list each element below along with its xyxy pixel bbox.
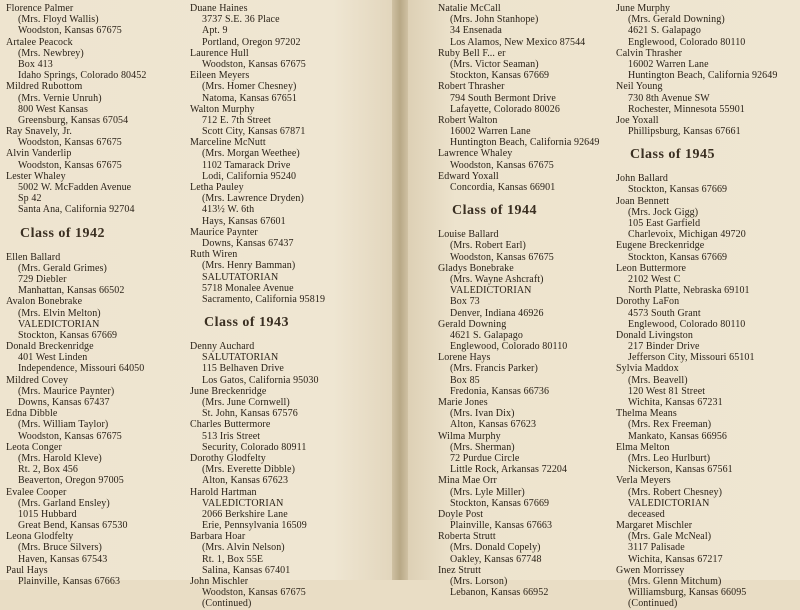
entry-detail-line: Oakley, Kansas 67748 [450, 553, 542, 565]
entry-detail-line: Stockton, Kansas 67669 [450, 497, 550, 509]
entry-name: Roberta Strutt [438, 531, 496, 543]
entry-detail-line: Englewood, Colorado 80110 [628, 36, 746, 48]
entry-name: Mina Mae Orr [438, 475, 497, 487]
entry-detail-line: Santa Ana, California 92704 [18, 204, 135, 216]
entry-name: Mildred Covey [6, 374, 69, 386]
entry-detail-line: 413½ W. 6th [202, 204, 255, 216]
entry-name: Lawrence Whaley [438, 148, 513, 160]
entry-name: Sylvia Maddox [616, 363, 679, 375]
entry-name: Ray Snavely, Jr. [6, 126, 72, 138]
entry-detail-line: Wichita, Kansas 67231 [628, 397, 723, 408]
entry-detail-line: (Mrs. Alvin Nelson) [202, 542, 285, 554]
entry-detail-line: (Mrs. William Taylor) [18, 419, 109, 431]
entry-detail-line: 5718 Monalee Avenue [202, 282, 294, 294]
entry-name: Margaret Mischler [616, 520, 693, 532]
entry-detail-line: Erie, Pennsylvania 16509 [202, 520, 307, 532]
entry-detail-line: 730 8th Avenue SW [628, 92, 710, 104]
entry-name: Calvin Thrasher [616, 47, 683, 59]
entry-detail-line: Mankato, Kansas 66956 [628, 430, 728, 442]
entry-detail-line: (Mrs. Henry Bamman) [202, 260, 296, 272]
entry-name: Maurice Paynter [190, 226, 258, 238]
entry-name: Florence Palmer [6, 3, 74, 14]
entry-detail-line: 513 Iris Street [202, 430, 261, 442]
entry-name: Robert Thrasher [438, 81, 505, 93]
class-heading: Class of 1945 [630, 147, 716, 163]
entry-name: Verla Meyers [616, 475, 671, 487]
entry-detail-line: 120 West 81 Street [628, 385, 706, 397]
entry-name: John Ballard [616, 173, 669, 185]
entry-detail-line: Los Gatos, California 95030 [202, 374, 319, 386]
entry-detail-line: Stockton, Kansas 67669 [628, 184, 728, 196]
entry-detail-line: Sacramento, California 95819 [202, 293, 326, 305]
entry-detail-line: Haven, Kansas 67543 [18, 553, 108, 565]
entry-detail-line: Scott City, Kansas 67871 [202, 126, 306, 138]
entry-detail-line: Rt. 1, Box 55E [202, 553, 264, 565]
class-heading: Class of 1944 [452, 203, 538, 219]
entry-name: Gladys Bonebrake [438, 262, 514, 274]
entry-name: Dorothy Glodfelty [190, 452, 266, 464]
entry-name: Duane Haines [190, 3, 248, 14]
entry-detail-line: Los Alamos, New Mexico 87544 [450, 36, 586, 48]
entry-detail-line: Woodston, Kansas 67675 [18, 430, 122, 442]
left-page-column-1 [6, 3, 186, 587]
entry-detail-line: Idaho Springs, Colorado 80452 [18, 70, 147, 82]
entry-detail-line: (Mrs. Garland Ensley) [18, 497, 110, 509]
entry-detail-line: 4621 S. Galapago [450, 329, 523, 341]
entry-detail-line: Downs, Kansas 67437 [202, 237, 294, 249]
entry-detail-line: (Mrs. Bruce Silvers) [18, 542, 102, 554]
entry-detail-line: Concordia, Kansas 66901 [450, 182, 556, 193]
entry-detail-line: Alton, Kansas 67623 [450, 419, 537, 431]
entry-detail-line: Lebanon, Kansas 66952 [450, 587, 549, 599]
entry-detail-line: Jefferson City, Missouri 65101 [628, 352, 755, 364]
entry-detail-line: 3117 Palisade [628, 542, 685, 554]
entry-detail-line: Greensburg, Kansas 67054 [18, 114, 129, 126]
entry-detail-line: Williamsburg, Kansas 66095 [628, 587, 747, 599]
entry-detail-line: Salina, Kansas 67401 [202, 564, 291, 576]
entry-detail-line: Downs, Kansas 67437 [18, 397, 110, 408]
entry-detail-line: SALUTATORIAN [202, 352, 279, 364]
class-heading: Class of 1943 [204, 315, 290, 331]
entry-name: Gwen Morrissey [616, 564, 685, 576]
entry-detail-line: (Mrs. Beavell) [628, 374, 688, 386]
entry-detail-line: deceased [628, 508, 665, 520]
entry-name: Edward Yoxall [438, 170, 499, 182]
entry-name: Marceline McNutt [190, 137, 266, 149]
entry-detail-line: Box 73 [450, 296, 480, 308]
entry-detail-line: (Mrs. Leo Hurlburt) [628, 452, 711, 464]
entry-detail-line: Fredonia, Kansas 66736 [450, 385, 550, 397]
entry-name: Edna Dibble [6, 408, 58, 420]
entry-detail-line: 16002 Warren Lane [450, 126, 531, 138]
entry-detail-line: 2102 West C [628, 273, 681, 285]
entry-detail-line: Manhattan, Kansas 66502 [18, 285, 125, 297]
entry-detail-line: Woodston, Kansas 67675 [202, 58, 306, 70]
entry-detail-line: (Mrs. Newbrey) [18, 47, 84, 59]
entry-detail-line: (Mrs. Everette Dibble) [202, 464, 296, 476]
entry-name: Joe Yoxall [616, 114, 659, 126]
entry-name: Paul Hays [6, 564, 48, 576]
entry-detail-line: Englewood, Colorado 80110 [628, 318, 746, 330]
entry-name: Evalee Cooper [6, 486, 67, 498]
entry-name: Doyle Post [438, 508, 484, 520]
entry-detail-line: (Mrs. Maurice Paynter) [18, 385, 115, 397]
entry-detail-line: Wichita, Kansas 67217 [628, 553, 723, 565]
entry-detail-line: VALEDICTORIAN [18, 318, 100, 330]
entry-detail-line: 72 Purdue Circle [450, 452, 520, 464]
entry-detail-line: (Mrs. Francis Parker) [450, 363, 538, 375]
entry-detail-line: Nickerson, Kansas 67561 [628, 464, 733, 476]
entry-name: Leon Buttermore [616, 262, 687, 274]
entry-detail-line: St. John, Kansas 67576 [202, 408, 298, 420]
entry-detail-line: (Mrs. Lorson) [450, 576, 508, 587]
entry-detail-line: Plainville, Kansas 67663 [18, 576, 121, 587]
entry-name: Leota Conger [6, 441, 62, 453]
entry-name: Ellen Ballard [6, 251, 61, 263]
entry-name: Elma Melton [616, 441, 670, 453]
entry-detail-line: Little Rock, Arkansas 72204 [450, 464, 568, 476]
entry-detail-line: (Mrs. Lawrence Dryden) [202, 193, 304, 205]
entry-name: Robert Walton [438, 114, 498, 126]
entry-detail-line: 1102 Tamarack Drive [202, 159, 291, 171]
entry-name: Harold Hartman [190, 486, 257, 498]
entry-detail-line: Woodston, Kansas 67675 [18, 159, 122, 171]
entry-detail-line: 5002 W. McFadden Avenue [18, 182, 132, 193]
entry-name: Leona Glodfelty [6, 531, 74, 543]
entry-detail-line: Woodston, Kansas 67675 [450, 251, 554, 263]
entry-name: John Mischler [190, 576, 249, 587]
entry-detail-line: Hays, Kansas 67601 [202, 215, 286, 227]
entry-detail-line: Sp 42 [18, 193, 42, 205]
entry-detail-line: Denver, Indiana 46926 [450, 307, 544, 319]
entry-name: Joan Bennett [616, 195, 670, 207]
entry-detail-line: (Mrs. Robert Earl) [450, 240, 526, 252]
entry-name: June Murphy [616, 3, 671, 14]
entry-name: Ruth Wiren [190, 249, 238, 261]
right-page [408, 0, 800, 610]
entry-detail-line: Phillipsburg, Kansas 67661 [628, 126, 741, 138]
entry-detail-line: 2066 Berkshire Lane [202, 508, 288, 520]
entry-name: Letha Pauley [190, 182, 244, 193]
entry-detail-line: Woodston, Kansas 67675 [18, 137, 122, 149]
entry-detail-line: 794 South Bermont Drive [450, 92, 556, 104]
entry-detail-line: (Mrs. Rex Freeman) [628, 419, 712, 431]
entry-detail-line: (Mrs. June Cornwell) [202, 397, 290, 408]
entry-detail-line: Security, Colorado 80911 [202, 441, 307, 453]
entry-name: Artalee Peacock [6, 36, 73, 48]
entry-detail-line: VALEDICTORIAN [202, 497, 284, 509]
entry-name: Mildred Rubottom [6, 81, 83, 93]
entry-detail-line: (Mrs. Gerald Downing) [628, 14, 725, 26]
entry-detail-line: SALUTATORIAN [202, 271, 279, 283]
entry-detail-line: Stockton, Kansas 67669 [628, 251, 728, 263]
book-gutter [392, 0, 408, 580]
entry-detail-line: (Mrs. Wayne Ashcraft) [450, 273, 544, 285]
entry-name: Avalon Bonebrake [6, 296, 83, 308]
entry-detail-line: (Mrs. Gerald Grimes) [18, 262, 107, 274]
entry-name: Gerald Downing [438, 318, 507, 330]
entry-detail-line: (Mrs. Vernie Unruh) [18, 92, 102, 104]
entry-detail-line: Box 413 [18, 58, 53, 70]
entry-detail-line: Great Bend, Kansas 67530 [18, 520, 128, 532]
entry-name: Walton Murphy [190, 103, 255, 115]
entry-name: Neil Young [616, 81, 663, 93]
entry-detail-line: 401 West Linden [18, 352, 88, 364]
entry-detail-line: VALEDICTORIAN [628, 497, 710, 509]
entry-detail-line: Charlevoix, Michigan 49720 [628, 229, 746, 241]
entry-detail-line: Independence, Missouri 64050 [18, 363, 145, 375]
entry-detail-line: 115 Belhaven Drive [202, 363, 284, 375]
entry-detail-line: North Platte, Nebraska 69101 [628, 285, 750, 297]
entry-detail-line: (Continued) [202, 598, 252, 610]
entry-detail-line: Box 85 [450, 374, 480, 386]
entry-detail-line: 4573 South Grant [628, 307, 701, 319]
entry-detail-line: Englewood, Colorado 80110 [450, 341, 568, 353]
entry-detail-line: Lodi, California 95240 [202, 170, 297, 182]
entry-name: Inez Strutt [438, 564, 482, 576]
entry-detail-line: Apt. 9 [202, 25, 228, 37]
entry-detail-line: (Mrs. Glenn Mitchum) [628, 576, 722, 587]
entry-detail-line: (Mrs. Jock Gigg) [628, 206, 699, 218]
entry-name: Laurence Hull [190, 47, 249, 59]
entry-detail-line: 16002 Warren Lane [628, 58, 709, 70]
left-page [0, 0, 392, 610]
entry-name: Louise Ballard [438, 229, 499, 241]
entry-name: June Breckenridge [190, 385, 267, 397]
entry-detail-line: (Mrs. Gale McNeal) [628, 531, 712, 543]
entry-detail-line: (Mrs. Harold Kleve) [18, 452, 102, 464]
entry-detail-line: Plainville, Kansas 67663 [450, 520, 553, 532]
entry-detail-line: Portland, Oregon 97202 [202, 36, 301, 48]
entry-detail-line: (Mrs. Sherman) [450, 441, 515, 453]
left-page-column-2 [190, 3, 370, 610]
entry-detail-line: 4621 S. Galapago [628, 25, 701, 37]
entry-name: Dorothy LaFon [616, 296, 680, 308]
entry-detail-line: (Mrs. Morgan Weethee) [202, 148, 300, 160]
entry-name: Marie Jones [438, 397, 488, 408]
entry-detail-line: (Mrs. Donald Copely) [450, 542, 541, 554]
entry-name: Ruby Bell F... er [438, 47, 506, 59]
entry-detail-line: Beaverton, Oregon 97005 [18, 475, 124, 487]
entry-detail-line: Woodston, Kansas 67675 [202, 587, 306, 599]
class-heading: Class of 1942 [20, 225, 106, 241]
entry-detail-line: Huntington Beach, California 92649 [450, 137, 600, 149]
entry-detail-line: Stockton, Kansas 67669 [450, 70, 550, 82]
entry-name: Lester Whaley [6, 170, 66, 182]
entry-detail-line: 105 East Garfield [628, 218, 701, 229]
entry-detail-line: Woodston, Kansas 67675 [450, 159, 554, 171]
entry-name: Barbara Hoar [190, 531, 246, 543]
entry-detail-line: (Continued) [628, 598, 678, 610]
entry-detail-line: (Mrs. Floyd Wallis) [18, 14, 99, 26]
right-page-column-2 [616, 3, 796, 610]
entry-detail-line: VALEDICTORIAN [450, 285, 532, 297]
entry-name: Thelma Means [616, 408, 677, 420]
entry-detail-line: (Mrs. Victor Seaman) [450, 58, 539, 70]
entry-detail-line: 800 West Kansas [18, 103, 88, 115]
entry-name: Natalie McCall [438, 3, 501, 14]
entry-detail-line: (Mrs. Elvin Melton) [18, 307, 101, 319]
entry-detail-line: Woodston, Kansas 67675 [18, 25, 122, 37]
entry-name: Lorene Hays [438, 352, 491, 364]
entry-detail-line: Huntington Beach, California 92649 [628, 70, 778, 82]
entry-detail-line: Rochester, Minnesota 55901 [628, 103, 745, 115]
entry-detail-line: (Mrs. Robert Chesney) [628, 486, 723, 498]
entry-detail-line: 712 E. 7th Street [202, 114, 271, 126]
right-page-column-1 [438, 3, 618, 598]
entry-detail-line: (Mrs. Ivan Dix) [450, 408, 515, 420]
entry-detail-line: (Mrs. Lyle Miller) [450, 486, 525, 498]
entry-name: Donald Livingston [616, 329, 693, 341]
entry-detail-line: 1015 Hubbard [18, 508, 77, 520]
entry-detail-line: (Mrs. Homer Chesney) [202, 81, 297, 93]
entry-detail-line: 34 Ensenada [450, 25, 502, 37]
entry-name: Denny Auchard [190, 341, 255, 353]
entry-name: Eileen Meyers [190, 70, 250, 82]
entry-detail-line: Natoma, Kansas 67651 [202, 92, 298, 104]
entry-detail-line: Rt. 2, Box 456 [18, 464, 79, 476]
entry-detail-line: Stockton, Kansas 67669 [18, 329, 118, 341]
entry-name: Alvin Vanderlip [6, 148, 72, 160]
entry-detail-line: Alton, Kansas 67623 [202, 475, 289, 487]
entry-detail-line: 3737 S.E. 36 Place [202, 14, 280, 26]
entry-detail-line: 729 Diebler [18, 273, 67, 285]
entry-name: Charles Buttermore [190, 419, 271, 431]
entry-name: Donald Breckenridge [6, 341, 94, 353]
entry-name: Eugene Breckenridge [616, 240, 705, 252]
entry-name: Wilma Murphy [438, 430, 501, 442]
entry-detail-line: 217 Binder Drive [628, 341, 700, 353]
entry-detail-line: (Mrs. John Stanhope) [450, 14, 539, 26]
entry-detail-line: Lafayette, Colorado 80026 [450, 103, 560, 115]
